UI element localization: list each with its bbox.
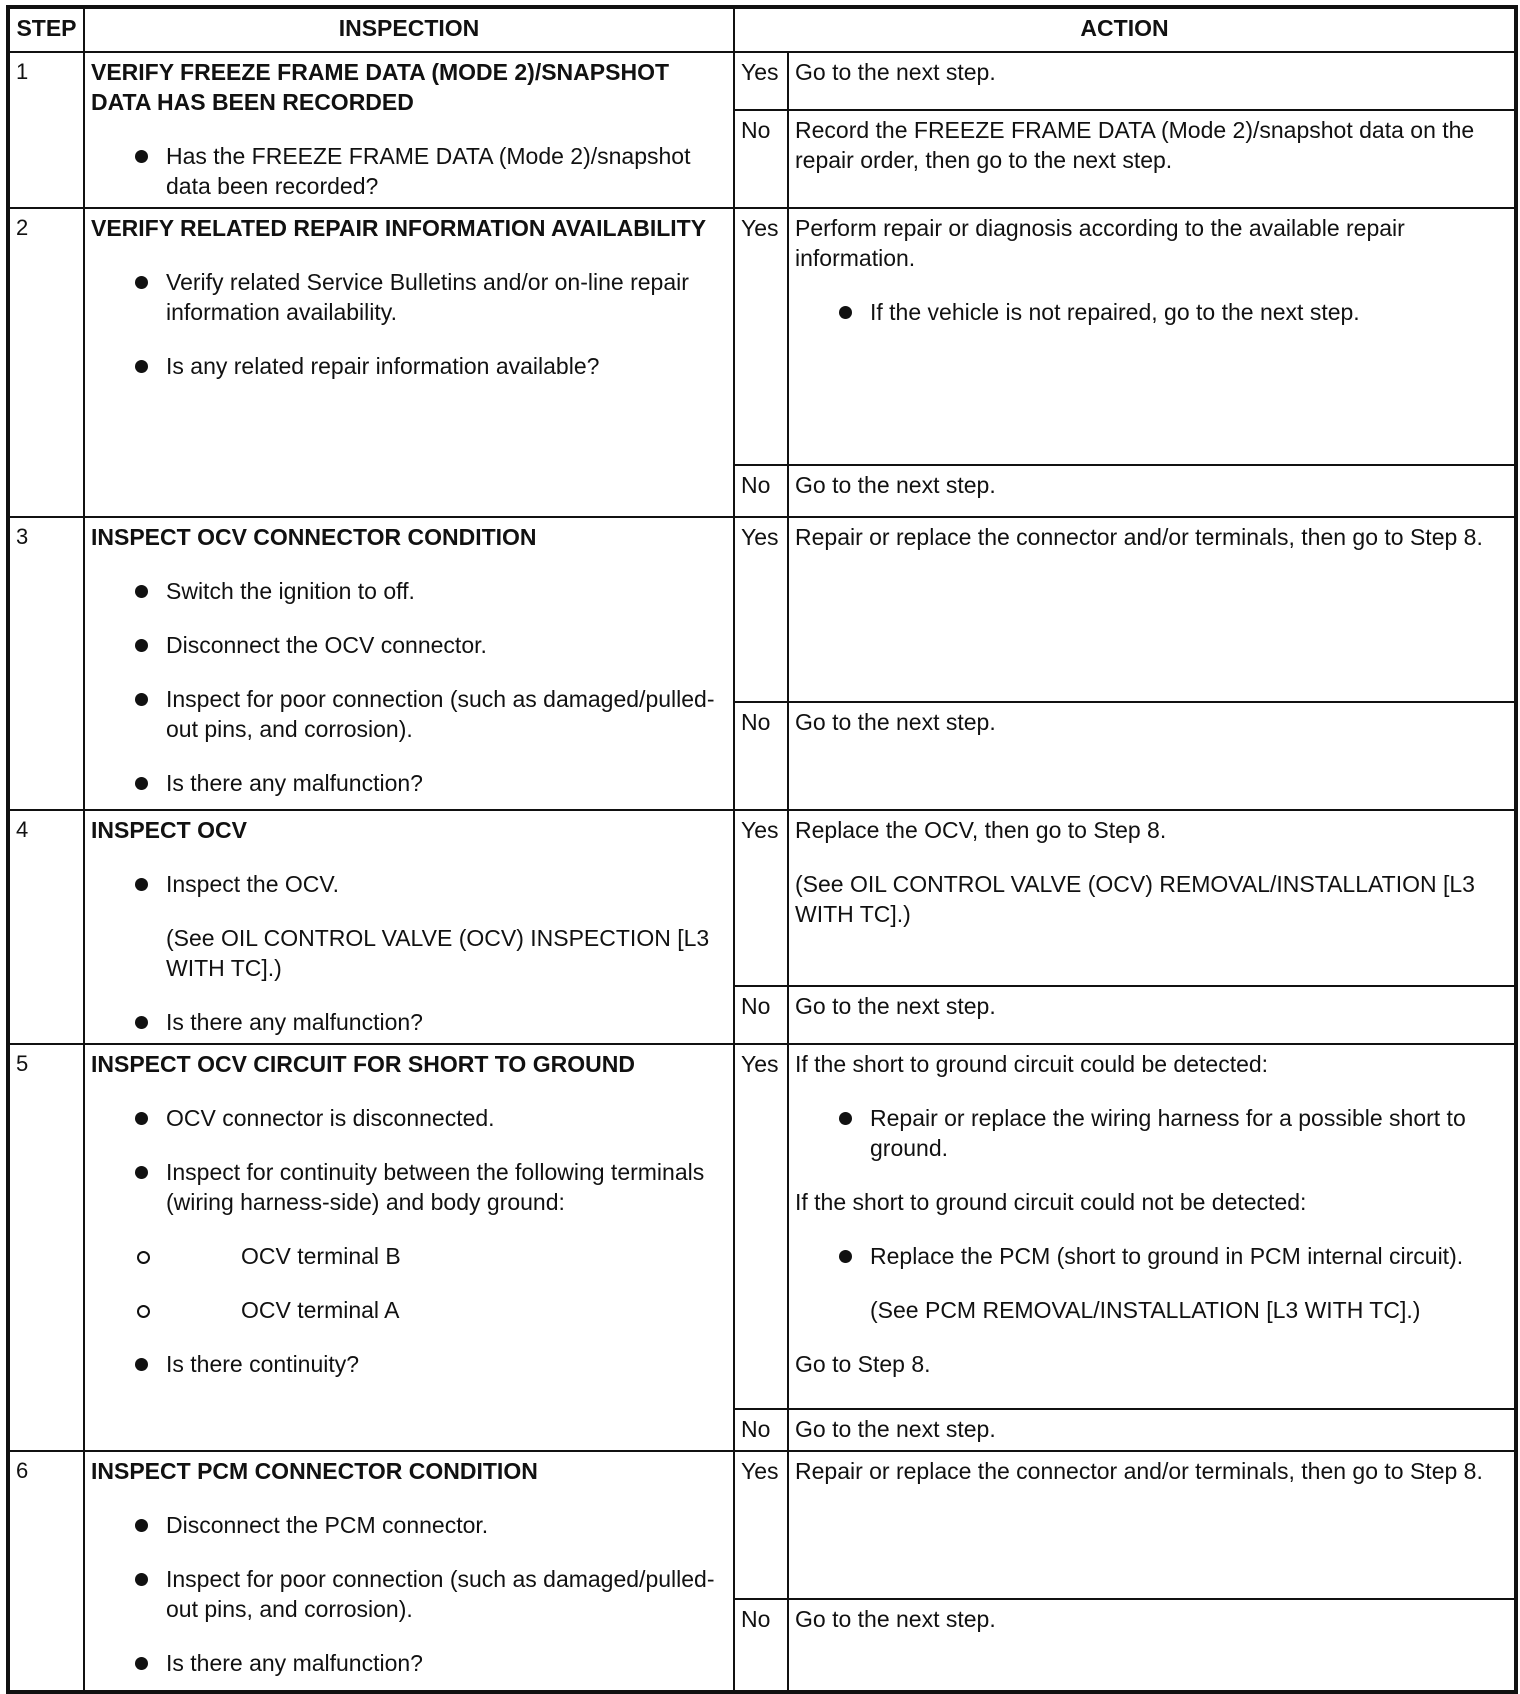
inspection-bullets [91,1510,727,1678]
step-4-yes-row [8,810,1516,986]
bullet-text: Inspect the OCV. [166,871,340,897]
bullet-item: Has the FREEZE FRAME DATA (Mode 2)/snapshot data been recorded? [91,141,727,201]
no-label: No [734,465,788,517]
sub-bullet-item: OCV terminal B [91,1241,727,1271]
inspection-bullets [91,576,727,798]
step-number: 2 [8,208,84,517]
bullet-text: Replace the PCM (short to ground in PCM internal circuit). [870,1243,1464,1269]
bullet-item: Is there any malfunction? [91,1007,727,1037]
no-label: No [734,986,788,1044]
action-header: ACTION [734,7,1516,52]
bullet-item [91,1157,727,1325]
inspection-cell [84,1044,734,1451]
bullet-item: Inspect for poor connection (such as damaged/pulled-out pins, and corrosion). [91,684,727,744]
no-label: No [734,702,788,810]
sub-bullet-item: OCV terminal A [91,1295,727,1325]
inspection-cell [84,517,734,810]
bullet-item: Is there any malfunction? [91,1648,727,1678]
no-action: Go to the next step. [788,1599,1516,1692]
step-number: 6 [8,1451,84,1692]
bullet-item: Repair or replace the wiring harness for a possible short to ground. [795,1103,1508,1163]
bullet-item [91,869,727,983]
bullet-item: Verify related Service Bulletins and/or on-line repair information availability. [91,267,727,327]
yes-label: Yes [734,810,788,986]
step-number: 1 [8,52,84,208]
no-action: Record the FREEZE FRAME DATA (Mode 2)/snapshot data on the repair order, then go to the next step. [788,110,1516,208]
inspection-bullets [91,267,727,381]
yes-action [788,208,1516,465]
step-6-yes-row [8,1451,1516,1599]
step-title: INSPECT OCV [91,817,247,843]
step-3-yes-row [8,517,1516,702]
step-title: VERIFY RELATED REPAIR INFORMATION AVAILABILITY [91,215,707,241]
bullet-item: OCV connector is disconnected. [91,1103,727,1133]
step-title: INSPECT OCV CONNECTOR CONDITION [91,524,537,550]
bullet-item: Inspect for poor connection (such as damaged/pulled-out pins, and corrosion). [91,1564,727,1624]
yes-action: Repair or replace the connector and/or terminals, then go to Step 8. [788,1451,1516,1599]
sub-bullets [91,1241,727,1325]
inspection-cell [84,810,734,1044]
diagnostic-procedure-table [6,5,1518,1694]
inspection-header: INSPECTION [84,7,734,52]
see-reference: (See PCM REMOVAL/INSTALLATION [L3 WITH TC].) [870,1297,1421,1323]
inspection-cell [84,52,734,208]
see-reference: (See OIL CONTROL VALVE (OCV) REMOVAL/INSTALLATION [L3 WITH TC].) [795,871,1475,927]
yes-action [788,1044,1516,1409]
bullet-item: Switch the ignition to off. [91,576,727,606]
no-action: Go to the next step. [788,986,1516,1044]
no-action: Go to the next step. [788,702,1516,810]
yes-action [788,810,1516,986]
yes-action: Repair or replace the connector and/or terminals, then go to Step 8. [788,517,1516,702]
inspection-cell [84,208,734,517]
step-number: 5 [8,1044,84,1451]
action-bullets [795,297,1508,327]
step-title: VERIFY FREEZE FRAME DATA (MODE 2)/SNAPSHOT DATA HAS BEEN RECORDED [91,59,670,115]
step-title: INSPECT PCM CONNECTOR CONDITION [91,1458,538,1484]
inspection-bullets [91,1103,727,1379]
inspection-cell [84,1451,734,1692]
inspection-bullets [91,869,727,1037]
action-text: Replace the OCV, then go to Step 8. [795,817,1167,843]
bullet-item: Disconnect the PCM connector. [91,1510,727,1540]
step-number: 3 [8,517,84,810]
bullet-item: Is there continuity? [91,1349,727,1379]
no-label: No [734,1599,788,1692]
action-text: If the short to ground circuit could not be detected: [795,1189,1307,1215]
action-text: Go to Step 8. [795,1351,931,1377]
step-2-yes-row [8,208,1516,465]
no-label: No [734,1409,788,1451]
no-action: Go to the next step. [788,1409,1516,1451]
no-label: No [734,110,788,208]
bullet-item: Is any related repair information available? [91,351,727,381]
action-text: If the short to ground circuit could be detected: [795,1051,1269,1077]
bullet-item: Disconnect the OCV connector. [91,630,727,660]
step-1-yes-row [8,52,1516,110]
yes-label: Yes [734,1044,788,1409]
no-action: Go to the next step. [788,465,1516,517]
yes-label: Yes [734,1451,788,1599]
see-reference: (See OIL CONTROL VALVE (OCV) INSPECTION [L3 WITH TC].) [166,925,710,981]
bullet-item: Is there any malfunction? [91,768,727,798]
action-bullets [795,1241,1508,1325]
inspection-bullets [91,141,727,201]
bullet-text: Inspect for continuity between the following terminals (wiring harness-side) and body ground: [166,1159,705,1215]
header-row [8,7,1516,52]
step-5-yes-row [8,1044,1516,1409]
yes-label: Yes [734,208,788,465]
step-header: STEP [8,7,84,52]
yes-label: Yes [734,52,788,110]
yes-label: Yes [734,517,788,702]
step-number: 4 [8,810,84,1044]
action-text: Perform repair or diagnosis according to the available repair information. [795,215,1405,271]
action-bullets [795,1103,1508,1163]
bullet-item [795,1241,1508,1325]
yes-action: Go to the next step. [788,52,1516,110]
bullet-item: If the vehicle is not repaired, go to the next step. [795,297,1508,327]
step-title: INSPECT OCV CIRCUIT FOR SHORT TO GROUND [91,1051,635,1077]
